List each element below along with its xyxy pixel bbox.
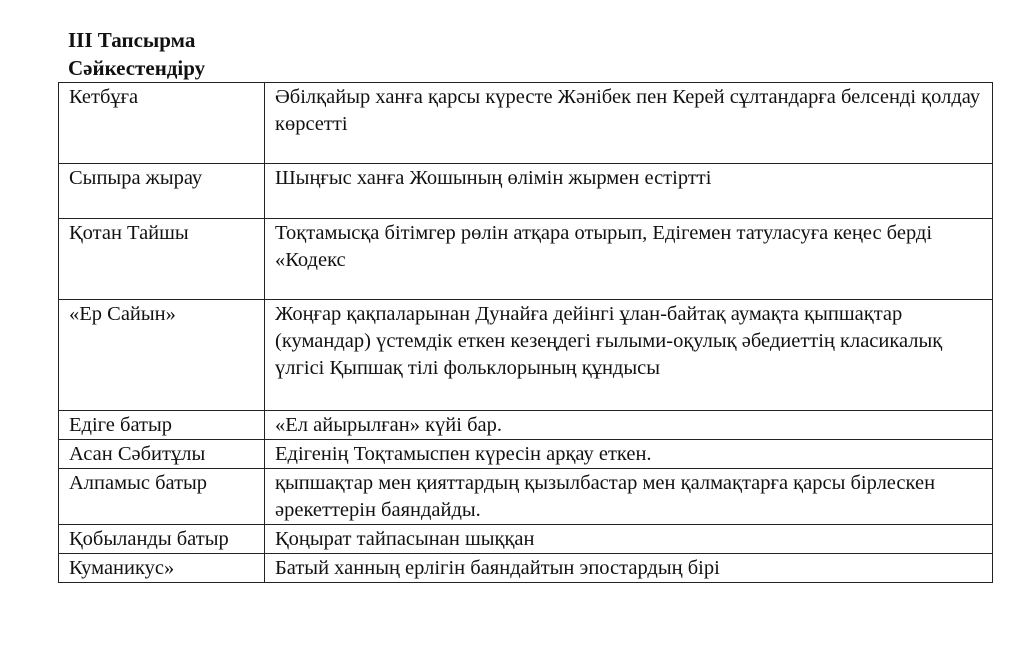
table-row [59,525,993,554]
table-row [59,411,993,440]
left-cell: Сыпыра жырау [59,164,265,219]
right-cell: Әбілқайыр ханға қарсы күресте Жәнібек пен Керей сұлтандарға белсенді қолдау көрсетті [265,83,993,164]
table-row [59,164,993,219]
left-cell: Алпамыс батыр [59,469,265,525]
right-cell: Батый ханның ерлігін баяндайтын эпостардың бірі [265,554,993,583]
table-row [59,83,993,164]
matching-table [58,82,993,583]
right-cell: «Ел айырылған» күйі бар. [265,411,993,440]
table-row [59,469,993,525]
table-row [59,300,993,411]
right-cell: Қоңырат тайпасынан шыққан [265,525,993,554]
left-cell: Кетбұға [59,83,265,164]
left-cell: Қотан Тайшы [59,219,265,300]
left-cell: Куманикус» [59,554,265,583]
task-subheading: Сәйкестендіру [68,56,206,80]
table-row [59,554,993,583]
table-row [59,219,993,300]
task-heading: III Тапсырма [68,28,196,52]
table-row [59,440,993,469]
right-cell: Тоқтамысқа бітімгер рөлін атқара отырып, Едігемен татуласуға кеңес берді «Кодекс [265,219,993,300]
left-cell: Асан Сәбитұлы [59,440,265,469]
left-cell: Қобыланды батыр [59,525,265,554]
right-cell: қыпшақтар мен қияттардың қызылбастар мен қалмақтарға қарсы бірлескен әрекеттерін баяндайды. [265,469,993,525]
left-cell: «Ер Сайын» [59,300,265,411]
left-cell: Едіге батыр [59,411,265,440]
right-cell: Шыңғыс ханға Жошының өлімін жырмен естіртті [265,164,993,219]
right-cell: Едігенің Тоқтамыспен күресін арқау еткен. [265,440,993,469]
right-cell: Жоңғар қақпаларынан Дунайға дейінгі ұлан-байтақ аумақта қыпшақтар (кумандар) үстемдік еткен кезеңдегі ғылыми-оқулық әбедиеттің класикалық үлгісі Қыпшақ тілі фольклорының құндысы [265,300,993,411]
